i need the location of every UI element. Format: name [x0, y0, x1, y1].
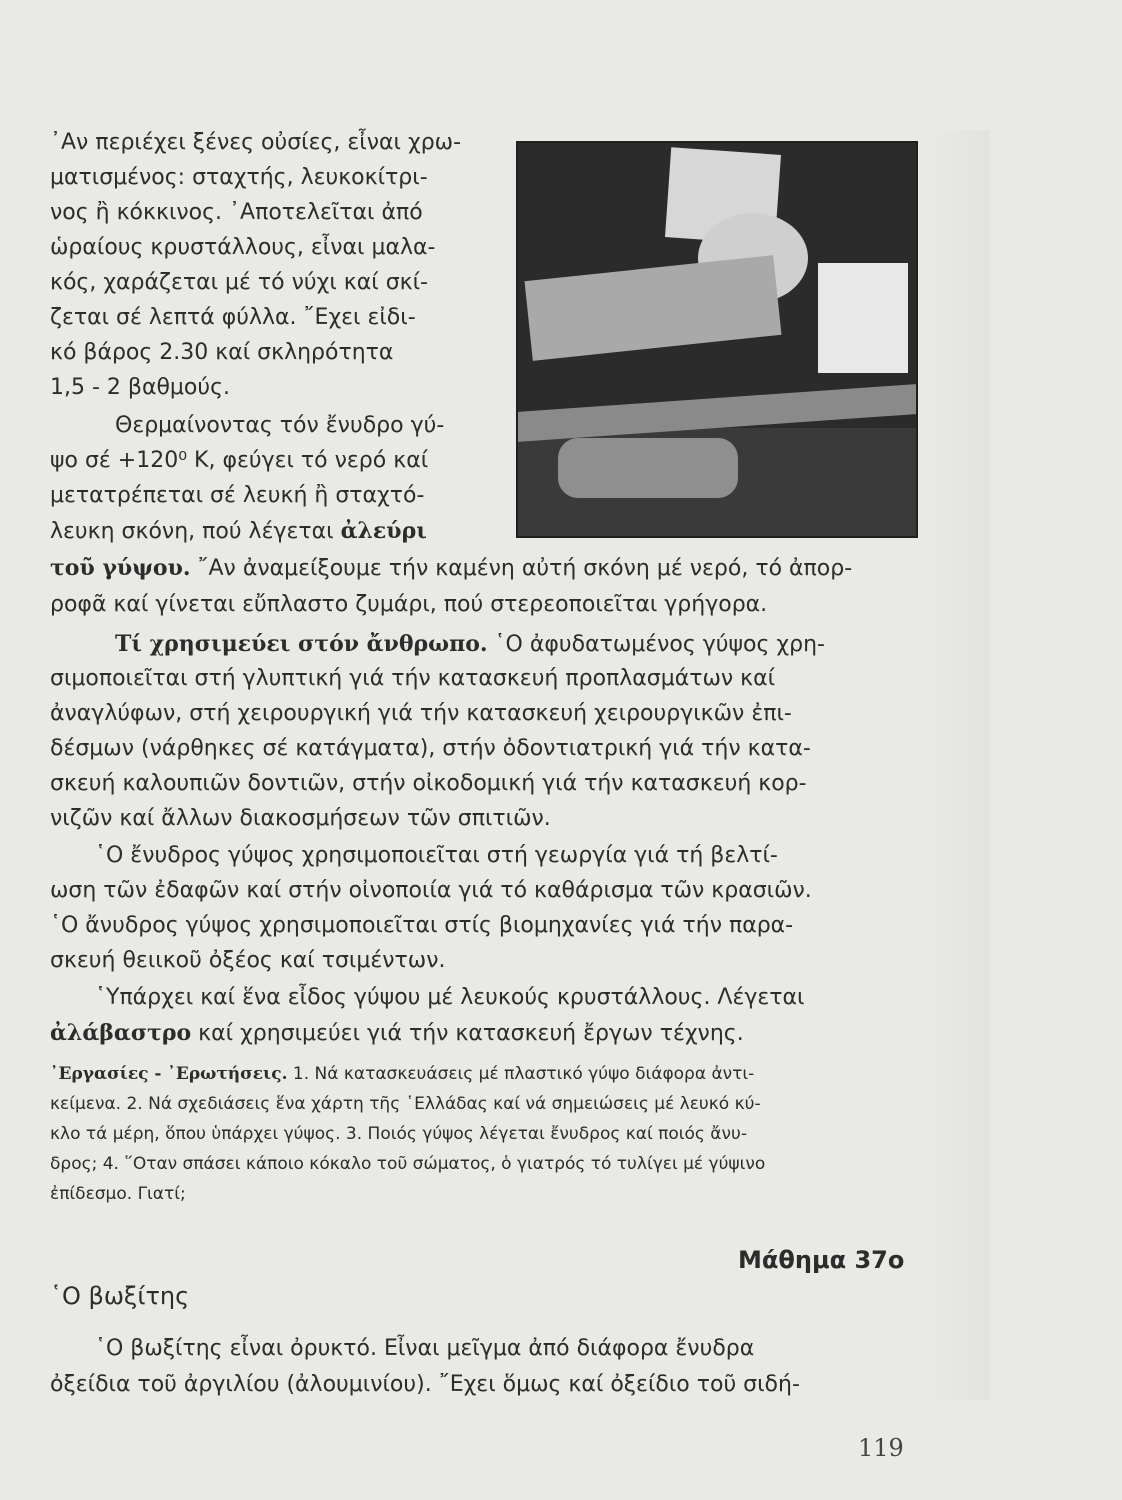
text-line: νιζῶν καί ἄλλων διακοσμήσεων τῶν σπιτιῶν.: [50, 806, 551, 831]
gypsum-specimen-photo: [518, 143, 916, 536]
term-alabaster: ἀλάβαστρο: [50, 1020, 192, 1046]
text-line: Θερμαίνοντας τόν ἔνυδρο γύ-: [115, 413, 445, 438]
text-line: ψο σέ +120⁰ Κ, φεύγει τό νερό καί: [50, 448, 429, 473]
text-line: [50, 555, 852, 582]
text-line: ὡραίους κρυστάλλους, εἶναι μαλα-: [50, 235, 436, 260]
subheading-uses: Τί χρησιμεύει στόν ἄνθρωπο.: [115, 631, 488, 657]
text-line: ὀξείδια τοῦ ἀργιλίου (ἀλουμινίου). ῎Εχει ὅμως καί ὀξείδιο τοῦ σιδή-: [50, 1372, 800, 1397]
exercise-line: ἐπίδεσμο. Γιατί;: [50, 1184, 186, 1204]
text-line: [50, 1020, 744, 1047]
line-text: ῎Αν ἀναμείξουμε τήν καμένη αὐτή σκόνη μέ νερό, τό ἀπορ-: [190, 556, 853, 581]
text-line: ῾Ο βωξίτης εἶναι ὀρυκτό. Εἶναι μεῖγμα ἀπό διάφορα ἔνυδρα: [95, 1336, 755, 1361]
exercises-label: ᾿Εργασίες - ᾿Ερωτήσεις.: [50, 1064, 288, 1084]
text-line: ῾Υπάρχει καί ἕνα εἶδος γύψου μέ λευκούς κρυστάλλους. Λέγεται: [95, 985, 805, 1010]
line-text: καί χρησιμεύει γιά τήν κατασκευή ἔργων τέχνης.: [191, 1021, 744, 1046]
text-line: σιμοποιεῖται στή γλυπτική γιά τήν κατασκευή προπλασμάτων καί: [50, 666, 776, 691]
exercise-line: κλο τά μέρη, ὅπου ὑπάρχει γύψος. 3. Ποιός γύψος λέγεται ἔνυδρος καί ποιός ἄνυ-: [50, 1124, 747, 1144]
text-line: κό βάρος 2.30 καί σκληρότητα: [50, 340, 394, 365]
section-title: ῾Ο βωξίτης: [50, 1282, 190, 1310]
text-line: ωση τῶν ἐδαφῶν καί στήν οἰνοποιία γιά τό καθάρισμα τῶν κρασιῶν.: [50, 878, 812, 903]
text-line: κός, χαράζεται μέ τό νύχι καί σκί-: [50, 270, 428, 295]
text-line: ζεται σέ λεπτά φύλλα. ῎Εχει εἰδι-: [50, 305, 416, 330]
page-number: 119: [858, 1434, 904, 1462]
text-line: ῾Ο ἔνυδρος γύψος χρησιμοποιεῖται στή γεωργία γιά τή βελτί-: [95, 843, 778, 868]
line-text: λευκη σκόνη, πού λέγεται: [50, 519, 341, 544]
lesson-number: Μάθημα 37ο: [738, 1246, 905, 1274]
text-line: ᾿Αν περιέχει ξένες οὐσίες, εἶναι χρω-: [50, 130, 462, 155]
term-flour: ἀλεύρι: [340, 518, 427, 544]
text-line: σκευή καλουπιῶν δοντιῶν, στήν οἰκοδομική γιά τήν κατασκευή κορ-: [50, 771, 807, 796]
text-line: ῾Ο ἄνυδρος γύψος χρησιμοποιεῖται στίς βιομηχανίες γιά τήν παρα-: [50, 913, 794, 938]
text-line: ἀναγλύφων, στή χειρουργική γιά τήν κατασκευή χειρουργικῶν ἐπι-: [50, 701, 792, 726]
text-line: 1,5 - 2 βαθμούς.: [50, 375, 230, 400]
line-text: ῾Ο ἀφυδατωμένος γύψος χρη-: [487, 632, 825, 657]
text-line: ροφᾶ καί γίνεται εὔπλαστο ζυμάρι, πού στερεοποιεῖται γρήγορα.: [50, 592, 768, 617]
line-text: 1. Νά κατασκευάσεις μέ πλαστικό γύψο διάφορα ἀντι-: [287, 1064, 755, 1084]
text-line: δέσμων (νάρθηκες σέ κατάγματα), στήν ὀδοντιατρική γιά τήν κατα-: [50, 736, 811, 761]
bleed-through-shadow: [930, 130, 990, 1400]
text-line: μετατρέπεται σέ λευκή ἢ σταχτό-: [50, 483, 425, 508]
text-line: [50, 518, 427, 545]
text-line: [115, 631, 825, 658]
text-line: νος ἢ κόκκινος. ᾿Αποτελεῖται ἀπό: [50, 200, 423, 225]
text-line: ματισμένος: σταχτής, λευκοκίτρι-: [50, 165, 428, 190]
exercise-line: [50, 1063, 754, 1085]
term-gypsum: τοῦ γύψου.: [50, 555, 191, 581]
exercise-line: δρος; 4. ῞Οταν σπάσει κάποιο κόκαλο τοῦ σώματος, ὁ γιατρός τό τυλίγει μέ γύψινο: [50, 1154, 766, 1174]
text-line: σκευή θειικοῦ ὀξέος καί τσιμέντων.: [50, 948, 446, 973]
exercise-line: κείμενα. 2. Νά σχεδιάσεις ἕνα χάρτη τῆς ῾Ελλάδας καί νά σημειώσεις μέ λευκό κύ-: [50, 1094, 761, 1114]
